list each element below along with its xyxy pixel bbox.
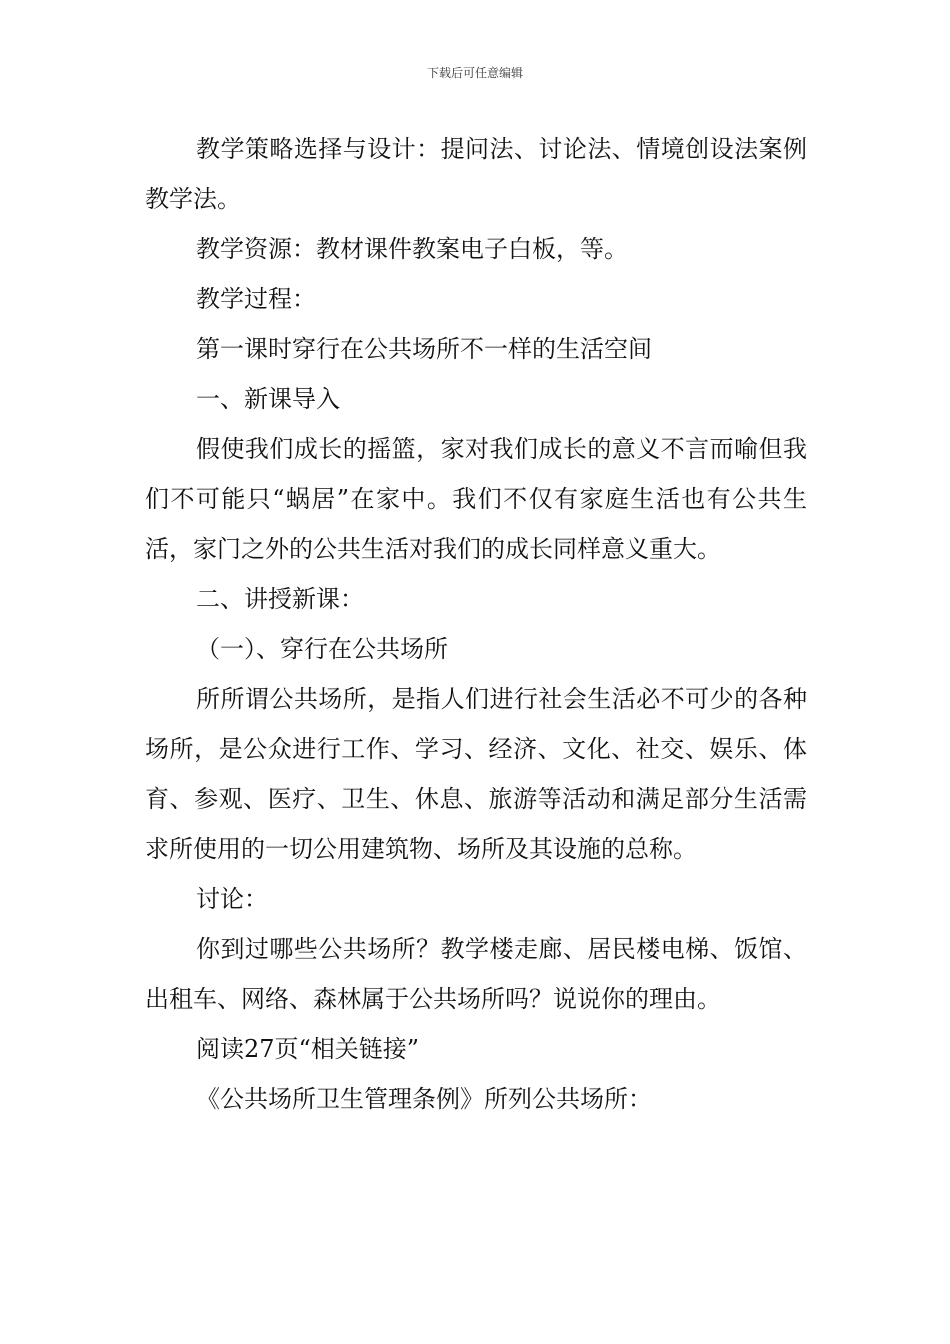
section-heading-intro: 一、新课导入 <box>196 385 340 413</box>
paragraph-intro-text: 假使我们成长的摇篮，家对我们成长的意义不言而喻但我们不可能只“蜗居”在家中。我们不仅有家庭生活也有公共生活，家门之外的公共生活对我们的成长同样意义重大。 <box>145 435 807 563</box>
paragraph-teaching-resources: 教学资源：教材课件教案电子白板，等。 <box>196 235 628 263</box>
page-header-note: 下载后可任意编辑 <box>426 66 523 80</box>
paragraph-regulation-list-intro: 《公共场所卫生管理条例》所列公共场所： <box>196 1085 652 1113</box>
paragraph-teaching-strategy: 教学策略选择与设计：提问法、讨论法、情境创设法案例教学法。 <box>145 135 807 213</box>
paragraph-lesson-title: 第一课时穿行在公共场所不一样的生活空间 <box>196 335 652 363</box>
paragraph-discussion-question: 你到过哪些公共场所？教学楼走廊、居民楼电梯、饭馆、出租车、网络、森林属于公共场所吗？说说你的理由。 <box>145 935 807 1013</box>
document-body <box>145 124 807 1124</box>
paragraph-teaching-process: 教学过程： <box>196 285 316 313</box>
section-heading-new-lesson: 二、讲授新课： <box>196 585 364 613</box>
paragraph-reading-reference: 阅读27页“相关链接” <box>196 1035 420 1063</box>
paragraph-public-places-definition: 所所谓公共场所，是指人们进行社会生活必不可少的各种场所，是公众进行工作、学习、经济、文化、社交、娱乐、体育、参观、医疗、卫生、休息、旅游等活动和满足部分生活需求所使用的一切公用建筑物、场所及其设施的总称。 <box>145 685 807 863</box>
paragraph-discussion-label: 讨论： <box>196 885 268 913</box>
subsection-heading-public-places: （一）、穿行在公共场所 <box>196 635 448 663</box>
